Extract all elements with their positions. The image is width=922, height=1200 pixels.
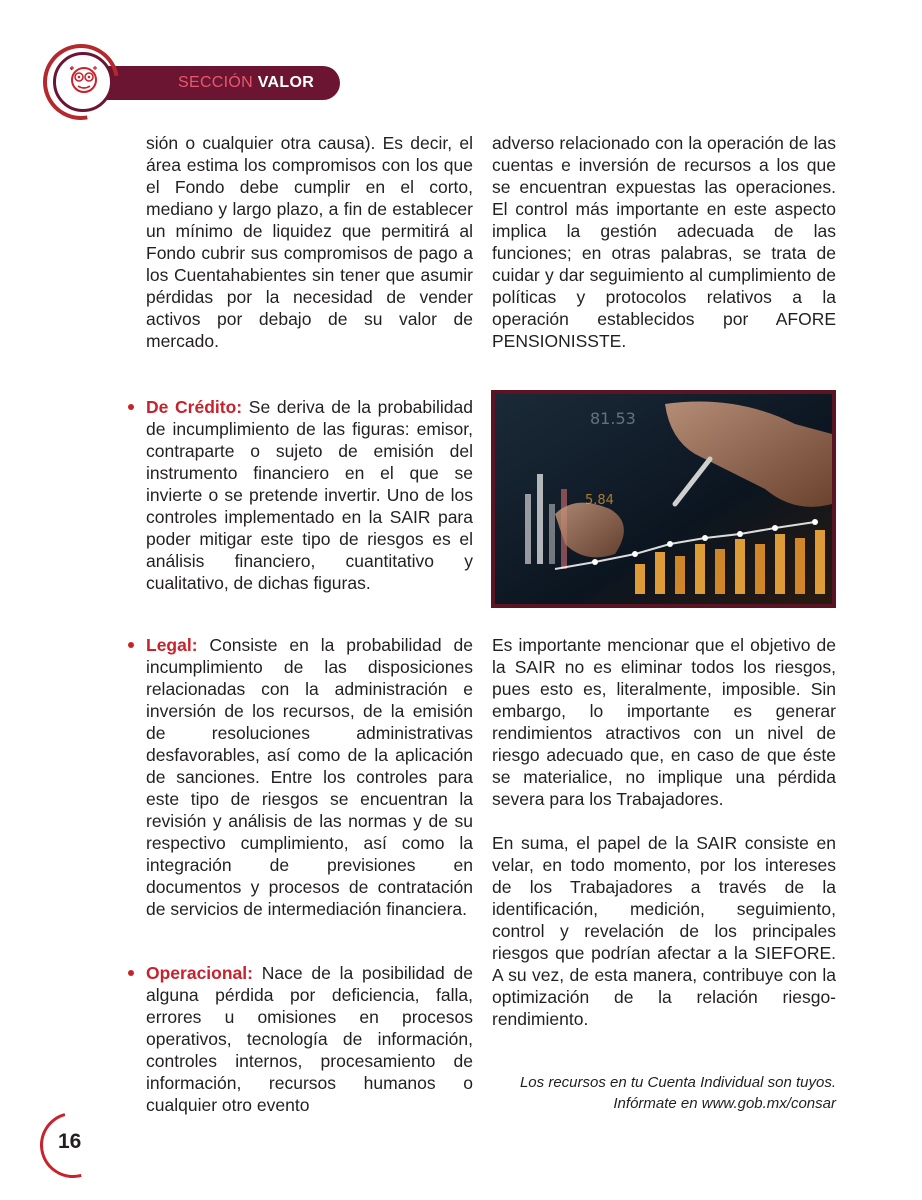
mascot-icon — [62, 58, 106, 102]
bullet-dot — [128, 642, 134, 648]
section-name: VALOR — [257, 74, 315, 91]
right-column-top — [492, 132, 836, 352]
bullet-term: De Crédito: — [146, 397, 243, 417]
bullet-credit — [128, 396, 473, 594]
section-prefix: SECCIÓN — [178, 74, 253, 91]
left-column-intro — [146, 132, 473, 352]
bullet-legal — [128, 634, 473, 920]
bullet-body: Consiste en la probabilidad de incumplimiento de las disposiciones relacionadas con la administración e inversión de los recursos, de la emisión de resoluciones administrativas desfavorables, así como de la aplicación de sanciones. Entre los controles para este tipo de riesgos se encuentran la revisión y análisis de las normas y de su respectivo cumplimiento, así como la integración de previsiones en documentos y procesos de contratación de servicios de intermediación financiera. — [146, 635, 473, 919]
bullet-term: Legal: — [146, 635, 198, 655]
section-label — [178, 74, 314, 92]
right-paragraph-1: adverso relacionado con la operación de las cuentas e inversión de recursos a los que se encuentran expuestas las operaciones. El control más importante en este aspecto implica la gestión adecuada de las funciones; en otras palabras, se trata de cuidar y dar seguimiento al cumplimiento de políticas y protocolos relativos a la operación establecidos por AFORE PENSIONISSTE. — [492, 133, 836, 351]
page-number: 16 — [58, 1130, 82, 1153]
photo-number-1: 81.53 — [590, 409, 636, 428]
bullet-operational — [128, 962, 473, 1116]
financial-chart-photo — [491, 390, 836, 608]
right-column-bottom — [492, 634, 836, 1030]
photo-number-2: 5.84 — [585, 493, 614, 508]
photo-illustration — [495, 394, 832, 604]
right-paragraph-3: En suma, el papel de la SAIR consiste en velar, en todo momento, por los intereses de los Trabajadores a través de la identificación, medición, seguimiento, control y revelación de los principales riesgos que podrían afectar a la SIEFORE. A su vez, de esta manera, contribuye con la optimización de la relación riesgo-rendimiento. — [492, 833, 836, 1029]
bullet-dot — [128, 404, 134, 410]
footer-note-line-1: Los recursos en tu Cuenta Individual son tuyos. — [519, 1074, 836, 1091]
bullet-body: Se deriva de la probabilidad de incumplimiento de las figuras: emisor, contraparte o sujeto de emisión del instrumento financiero en el que se invierte o se pretende invertir. Uno de los controles implementado en la SAIR para poder mitigar este tipo de riesgos es el análisis financiero, cuantitativo y cualitativo, de dichas figuras. — [146, 397, 473, 593]
footer-note-line-2: Infórmate en www.gob.mx/consar — [613, 1095, 836, 1112]
bullet-dot — [128, 970, 134, 976]
footer-note — [488, 1072, 836, 1114]
right-paragraph-2: Es importante mencionar que el objetivo de la SAIR no es eliminar todos los riesgos, pues esto es, literalmente, imposible. Sin embargo, lo importante es generar rendimientos atractivos con un nivel de riesgo adecuado que, en caso de que éste se materialice, no implique una pérdida severa para los Trabajadores. — [492, 635, 836, 809]
bullet-term: Operacional: — [146, 963, 253, 983]
bullet-body: Nace de la posibilidad de alguna pérdida por deficiencia, falla, errores u omisiones en procesos operativos, tecnología de información, controles internos, procesamiento de información, recursos humanos o cualquier otro evento — [146, 963, 473, 1115]
intro-paragraph: sión o cualquier otra causa). Es decir, el área estima los compromisos con los que el Fondo debe cumplir en el corto, mediano y largo plazo, a fin de establecer un mínimo de liquidez que permitirá al Fondo cubrir sus compromisos de pago a los Cuentahabientes sin tener que asumir pérdidas por la necesidad de vender activos por debajo de su valor de mercado. — [146, 133, 473, 351]
